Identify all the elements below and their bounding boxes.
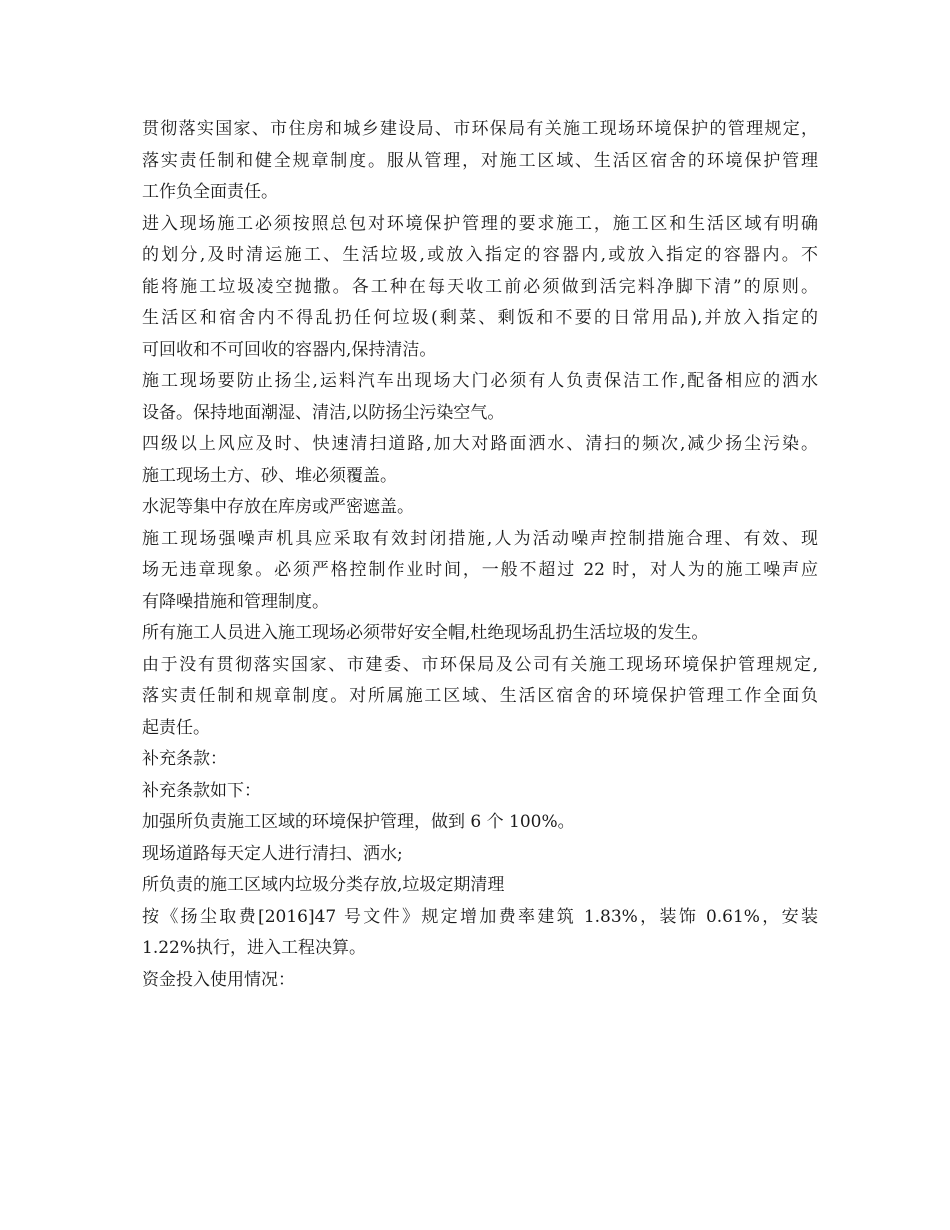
text-line: 场无违章现象。必须严格控制作业时间，一般不超过 22 时，对人为的施工噪声应: [142, 560, 818, 580]
text-line: 的划分,及时清运施工、生活垃圾,或放入指定的容器内,或放入指定的容器内。不: [142, 245, 818, 265]
text-line: 可回收和不可回收的容器内,保持清洁。: [142, 339, 437, 360]
text-line: 贯彻落实国家、市住房和城乡建设局、市环保局有关施工现场环境保护的管理规定，: [142, 119, 818, 139]
text-line: 所有施工人员进入施工现场必须带好安全帽,杜绝现场乱扔生活垃圾的发生。: [142, 623, 709, 643]
text-line: 施工现场要防止扬尘,运料汽车出现场大门必须有人负责保洁工作,配备相应的洒水: [142, 371, 818, 391]
text-line: 按《扬尘取费[2016]47 号文件》规定增加费率建筑 1.83%，装饰 0.61%，安装: [142, 906, 818, 927]
text-line: 有降噪措施和管理制度。: [142, 591, 329, 612]
text-line: 落实责任制和健全规章制度。服从管理，对施工区域、生活区宿舍的环境保护管理: [142, 150, 818, 171]
text-line: 起责任。: [142, 717, 210, 738]
text-line: 设备。保持地面潮湿、清洁,以防扬尘污染空气。: [142, 402, 505, 423]
text-line: 所负责的施工区域内垃圾分类存放,垃圾定期清理: [142, 875, 505, 895]
text-line: 补充条款：: [142, 749, 227, 769]
text-line: 能将施工垃圾凌空抛撒。各工种在每天收工前必须做到活完料净脚下清”的原则。: [142, 276, 818, 297]
text-line: 施工现场土方、砂、堆必须覆盖。: [142, 465, 397, 486]
text-line: 进入现场施工必须按照总包对环境保护管理的要求施工，施工区和生活区域有明确: [142, 213, 818, 234]
text-line: 资金投入使用情况：: [142, 969, 295, 990]
text-line: 由于没有贯彻落实国家、市建委、市环保局及公司有关施工现场环境保护管理规定,: [142, 654, 818, 675]
text-line: 落实责任制和规章制度。对所属施工区域、生活区宿舍的环境保护管理工作全面负: [142, 686, 818, 706]
text-line: 工作负全面责任。: [142, 182, 278, 202]
text-line: 现场道路每天定人进行清扫、洒水;: [142, 843, 403, 864]
text-line: 生活区和宿舍内不得乱扔任何垃圾(剩菜、剩饭和不要的日常用品),并放入指定的: [142, 308, 818, 328]
text-line: 补充条款如下：: [142, 780, 261, 801]
text-line: 施工现场强噪声机具应采取有效封闭措施,人为活动噪声控制措施合理、有效、现: [142, 528, 818, 549]
text-line: 水泥等集中存放在库房或严密遮盖。: [142, 497, 414, 517]
document-body: [142, 114, 818, 996]
text-line: 1.22%执行，进入工程决算。: [142, 938, 367, 958]
text-line: 加强所负责施工区域的环境保护管理，做到 6 个 100%。: [142, 812, 575, 832]
text-line: 四级以上风应及时、快速清扫道路,加大对路面洒水、清扫的频次,减少扬尘污染。: [142, 434, 818, 454]
